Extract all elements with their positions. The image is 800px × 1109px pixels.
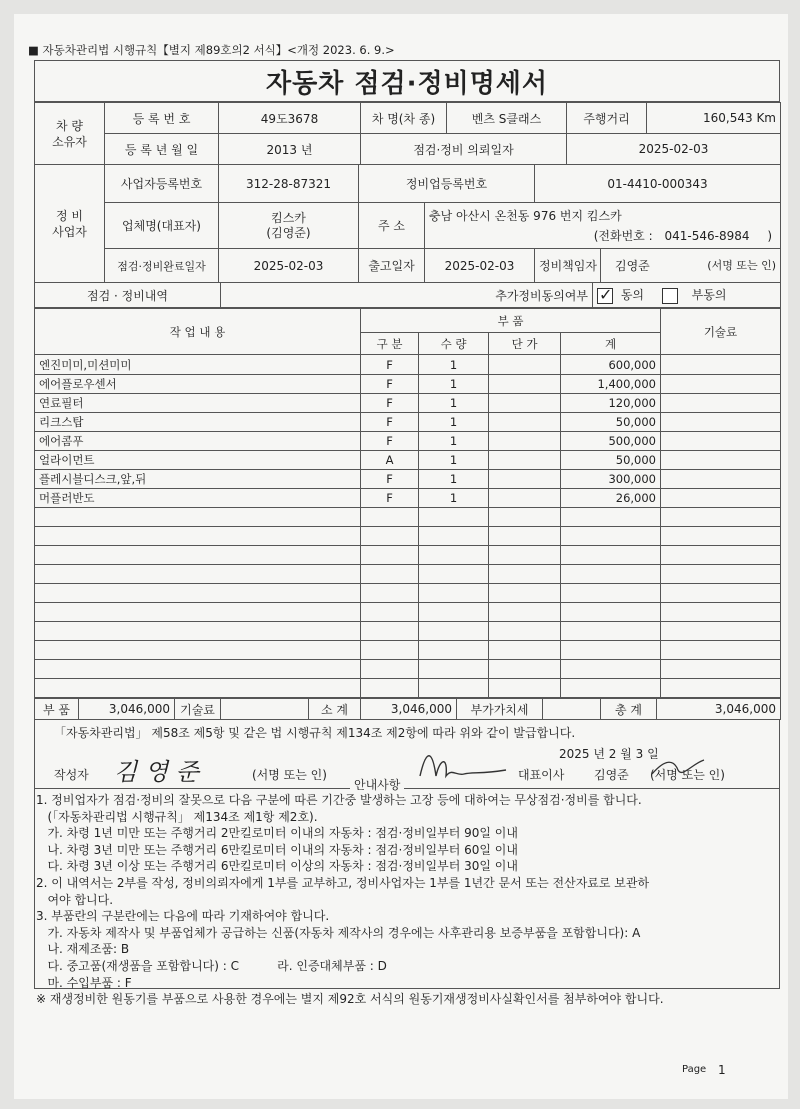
item-unit-price: [489, 660, 561, 679]
item-labor: [661, 470, 781, 489]
notice-title: 안내사항: [350, 776, 404, 793]
page-label: Page: [682, 1064, 707, 1075]
item-labor: [661, 603, 781, 622]
item-qty: 1: [419, 432, 489, 451]
item-qty: 1: [419, 355, 489, 375]
company-representative: (김영준): [266, 225, 311, 240]
item-name: [35, 527, 361, 546]
item-unit-price: [489, 679, 561, 698]
item-name: [35, 584, 361, 603]
item-labor: [661, 622, 781, 641]
item-qty: [419, 660, 489, 679]
vat-label: 부가가치세: [457, 699, 543, 720]
ceo-sign-hint: (서명 또는 인): [650, 768, 725, 782]
manager-name: 김영준: [615, 259, 650, 273]
item-qty: [419, 584, 489, 603]
item-qty: 1: [419, 413, 489, 432]
labor-total-label: 기술료: [175, 699, 221, 720]
form-reference: ■ 자동차관리법 시행규칙【별지 제89호의2 서식】<개정 2023. 6. 9.>: [28, 43, 395, 57]
notice-line: 1. 정비업자가 점검·정비의 잘못으로 다음 구분에 따른 기간중 발생하는 고장 등에 대하여는 무상점검·정비를 합니다.: [36, 793, 642, 807]
biz-no-label: 사업자등록번호: [105, 165, 219, 203]
item-type: [361, 527, 419, 546]
item-unit-price: [489, 451, 561, 470]
item-qty: [419, 508, 489, 527]
mileage-value: 160,543 Km: [647, 103, 781, 134]
details-table: [34, 282, 781, 308]
item-total: 50,000: [561, 451, 661, 470]
vat-value: [543, 699, 601, 720]
item-name: [35, 641, 361, 660]
disagree-label: 부동의: [691, 288, 727, 303]
item-unit-price: [489, 432, 561, 451]
phone-value: 041-546-8984: [664, 228, 750, 243]
table-row: [35, 660, 781, 679]
manager-label: 정비책임자: [535, 249, 601, 283]
item-name: [35, 603, 361, 622]
unit-header: 단 가: [489, 333, 561, 355]
notice-line: 여야 합니다.: [36, 892, 114, 907]
notice-line: 2. 이 내역서는 2부를 작성, 정비의뢰자에게 1부를 교부하고, 정비사업자는 1부를 1년간 문서 또는 전산자료로 보관하: [36, 876, 650, 890]
item-type: [361, 679, 419, 698]
item-type: [361, 546, 419, 565]
item-type: [361, 565, 419, 584]
items-table: [34, 308, 781, 698]
notice-line: 다. 차령 3년 이상 또는 주행거리 6만킬로미터 이상의 자동차 : 점검·정비일부터 30일 이내: [36, 859, 518, 874]
table-row: [35, 584, 781, 603]
shop-table: [34, 164, 781, 283]
item-labor: [661, 527, 781, 546]
item-total: [561, 679, 661, 698]
item-labor: [661, 679, 781, 698]
item-labor: [661, 546, 781, 565]
table-row: [35, 432, 781, 451]
item-labor: [661, 660, 781, 679]
item-qty: [419, 641, 489, 660]
item-type: [361, 622, 419, 641]
sum-header: 계: [561, 333, 661, 355]
notice-line: 마. 수입부품 : F: [36, 975, 132, 990]
notice-line: 나. 재제조품: B: [36, 942, 130, 957]
work-header: 작 업 내 용: [35, 309, 361, 355]
item-labor: [661, 641, 781, 660]
consent-label: 추가정비동의여부: [221, 283, 593, 308]
address-label: 주 소: [359, 203, 425, 249]
table-row: [35, 394, 781, 413]
item-unit-price: [489, 603, 561, 622]
item-total: [561, 641, 661, 660]
item-name: 에어플로우센서: [35, 375, 361, 394]
parts-total-value: 3,046,000: [79, 699, 175, 720]
table-row: [35, 527, 781, 546]
item-qty: 1: [419, 489, 489, 508]
item-unit-price: [489, 413, 561, 432]
agree-label: 동의: [620, 288, 645, 303]
grand-total-value: 3,046,000: [657, 699, 781, 720]
item-name: 엔진미미,미션미미: [35, 355, 361, 375]
item-labor: [661, 394, 781, 413]
item-unit-price: [489, 527, 561, 546]
release-date-value: 2025-02-03: [425, 249, 535, 283]
item-qty: [419, 603, 489, 622]
phone-label: (전화번호 :: [593, 228, 653, 243]
item-labor: [661, 432, 781, 451]
item-labor: [661, 489, 781, 508]
item-unit-price: [489, 584, 561, 603]
item-unit-price: [489, 546, 561, 565]
model-value: 벤츠 S클래스: [447, 103, 567, 134]
request-date-label: 점검·정비 의뢰일자: [361, 134, 567, 165]
issue-date: 2025 년 2 월 3 일: [559, 747, 659, 761]
item-type: [361, 508, 419, 527]
item-qty: 1: [419, 375, 489, 394]
item-type: F: [361, 375, 419, 394]
table-row: [35, 679, 781, 698]
item-total: 500,000: [561, 432, 661, 451]
grand-total-label: 총 계: [601, 699, 657, 720]
item-labor: [661, 413, 781, 432]
item-total: [561, 622, 661, 641]
item-unit-price: [489, 641, 561, 660]
item-unit-price: [489, 622, 561, 641]
table-row: [35, 451, 781, 470]
item-total: 600,000: [561, 355, 661, 375]
item-name: [35, 622, 361, 641]
writer-label: 작성자: [54, 768, 89, 782]
details-label: 점검 · 정비내역: [35, 283, 221, 308]
ceo-label: 대표이사: [518, 768, 565, 782]
item-type: [361, 603, 419, 622]
item-name: [35, 565, 361, 584]
address-cell: [425, 203, 781, 249]
item-type: F: [361, 470, 419, 489]
reg-no-value: 49도3678: [219, 103, 361, 134]
item-name: 에어콤푸: [35, 432, 361, 451]
item-labor: [661, 508, 781, 527]
complete-date-label: 점검·정비완료일자: [105, 249, 219, 283]
owner-section-label: 차 량 소유자: [35, 103, 105, 165]
table-row: [35, 489, 781, 508]
disagree-checkbox[interactable]: [662, 288, 678, 304]
labor-total-value: [221, 699, 309, 720]
item-name: [35, 660, 361, 679]
consent-options: [593, 283, 781, 308]
item-qty: [419, 622, 489, 641]
item-name: 리크스탑: [35, 413, 361, 432]
item-unit-price: [489, 394, 561, 413]
item-type: F: [361, 413, 419, 432]
item-type: F: [361, 432, 419, 451]
agree-checkbox[interactable]: [597, 284, 613, 304]
item-type: F: [361, 489, 419, 508]
item-total: 50,000: [561, 413, 661, 432]
reg-year-label: 등 록 년 월 일: [105, 134, 219, 165]
qty-header: 수 량: [419, 333, 489, 355]
item-type: A: [361, 451, 419, 470]
page-number: 1: [718, 1063, 726, 1077]
item-name: 머플러반도: [35, 489, 361, 508]
notice-line: (「자동차관리법 시행규칙」 제134조 제1항 제2호).: [36, 809, 318, 824]
item-qty: 1: [419, 394, 489, 413]
manager-sign-hint: (서명 또는 인): [707, 259, 776, 272]
item-qty: 1: [419, 451, 489, 470]
table-row: [35, 375, 781, 394]
item-name: 얼라이먼트: [35, 451, 361, 470]
request-date-value: 2025-02-03: [567, 134, 781, 165]
item-total: [561, 565, 661, 584]
item-total: [561, 508, 661, 527]
table-row: [35, 603, 781, 622]
table-row: [35, 413, 781, 432]
item-unit-price: [489, 565, 561, 584]
model-label: 차 명(차 종): [361, 103, 447, 134]
manager-cell: [601, 249, 781, 283]
shop-section-label: 정 비 사업자: [35, 165, 105, 283]
notice-line: 다. 중고품(재생품을 포함합니다) : C 라. 인증대체부품 : D: [36, 959, 387, 973]
notice-line: 가. 차령 1년 미만 또는 주행거리 2만킬로미터 이내의 자동차 : 점검·정비일부터 90일 이내: [36, 826, 518, 841]
notice-line: ※ 재생정비한 원동기를 부품으로 사용한 경우에는 별지 제92호 서식의 원동기재생정비사실확인서를 첨부하여야 합니다.: [36, 992, 664, 1007]
company-label: 업체명(대표자): [105, 203, 219, 249]
mileage-label: 주행거리: [567, 103, 647, 134]
complete-date-value: 2025-02-03: [219, 249, 359, 283]
table-row: [35, 565, 781, 584]
document-sheet: [14, 14, 788, 1099]
item-name: [35, 679, 361, 698]
ceo-signature-mark: [648, 752, 708, 784]
table-row: [35, 470, 781, 489]
subtotal-label: 소 계: [309, 699, 361, 720]
labor-header: 기술료: [661, 309, 781, 355]
item-qty: [419, 546, 489, 565]
table-row: [35, 355, 781, 375]
ceo-name: 김영준: [594, 768, 629, 782]
company-name: 킴스카: [271, 210, 306, 225]
page-title: 자동차 점검·정비명세서: [35, 61, 780, 102]
company-cell: [219, 203, 359, 249]
item-labor: [661, 375, 781, 394]
handwritten-signature: [412, 746, 512, 786]
repair-no-value: 01-4410-000343: [535, 165, 781, 203]
writer-signature: 김 영 준: [114, 758, 199, 786]
biz-no-value: 312-28-87321: [219, 165, 359, 203]
notice-line: 가. 자동차 제작사 및 부품업체가 공급하는 신품(자동차 제작사의 경우에는 사후관리용 보증부품을 포함합니다): A: [36, 925, 641, 940]
item-type: [361, 660, 419, 679]
item-total: [561, 584, 661, 603]
parts-header: 부 품: [361, 309, 661, 333]
item-name: [35, 508, 361, 527]
table-row: [35, 546, 781, 565]
item-labor: [661, 584, 781, 603]
release-date-label: 출고일자: [359, 249, 425, 283]
title-table: [34, 60, 780, 102]
reg-no-label: 등 록 번 호: [105, 103, 219, 134]
table-row: [35, 508, 781, 527]
item-type: [361, 584, 419, 603]
item-unit-price: [489, 470, 561, 489]
item-total: [561, 527, 661, 546]
address-value: 충남 아산시 온천동 976 번지 킴스카: [429, 208, 622, 223]
repair-no-label: 정비업등록번호: [359, 165, 535, 203]
item-type: F: [361, 355, 419, 375]
item-total: 120,000: [561, 394, 661, 413]
item-unit-price: [489, 375, 561, 394]
item-type: F: [361, 394, 419, 413]
item-labor: [661, 565, 781, 584]
item-total: 26,000: [561, 489, 661, 508]
item-total: 1,400,000: [561, 375, 661, 394]
item-labor: [661, 355, 781, 375]
reg-year-value: 2013 년: [219, 134, 361, 165]
totals-table: [34, 698, 781, 720]
item-unit-price: [489, 355, 561, 375]
phone-close: ): [767, 228, 772, 243]
table-row: [35, 622, 781, 641]
notice-line: 나. 차령 3년 미만 또는 주행거리 6만킬로미터 이내의 자동차 : 점검·정비일부터 60일 이내: [36, 842, 518, 857]
item-total: 300,000: [561, 470, 661, 489]
phone-line: [429, 226, 776, 246]
owner-table: [34, 102, 781, 165]
item-qty: [419, 565, 489, 584]
issue-statement: 「자동차관리법」 제58조 제5항 및 같은 법 시행규칙 제134조 제2항에 따라 위와 같이 발급합니다.: [54, 726, 576, 740]
type-header: 구 분: [361, 333, 419, 355]
item-total: [561, 546, 661, 565]
item-total: [561, 660, 661, 679]
parts-total-label: 부 품: [35, 699, 79, 720]
notice-line: 3. 부품란의 구분란에는 다음에 따라 기재하여야 합니다.: [36, 909, 330, 924]
item-name: [35, 546, 361, 565]
item-name: 플레시블디스크,앞,뒤: [35, 470, 361, 489]
item-type: [361, 641, 419, 660]
item-qty: [419, 527, 489, 546]
check-mark-icon: ✓: [599, 284, 613, 304]
item-name: 연료필터: [35, 394, 361, 413]
item-unit-price: [489, 489, 561, 508]
item-qty: [419, 679, 489, 698]
item-labor: [661, 451, 781, 470]
item-qty: 1: [419, 470, 489, 489]
subtotal-value: 3,046,000: [361, 699, 457, 720]
item-total: [561, 603, 661, 622]
table-row: [35, 641, 781, 660]
writer-sign-hint: (서명 또는 인): [252, 768, 327, 782]
item-unit-price: [489, 508, 561, 527]
